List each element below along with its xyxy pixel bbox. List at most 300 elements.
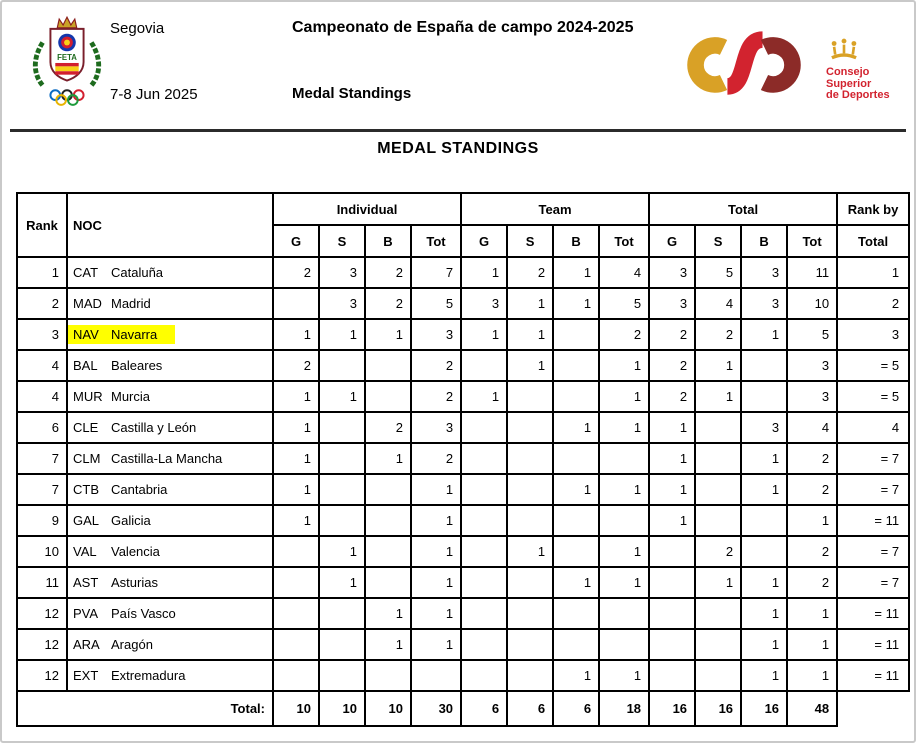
total-g-cell: 3 <box>649 257 695 288</box>
rank-by-cell: 3 <box>837 319 909 350</box>
ind-b-cell: 1 <box>365 443 411 474</box>
total-ind-tot: 30 <box>411 691 461 726</box>
rank-by-cell: = 5 <box>837 381 909 412</box>
noc-text <box>73 449 222 468</box>
rank-by-cell: 4 <box>837 412 909 443</box>
header-team-b: B <box>553 225 599 257</box>
ind-b-cell <box>365 350 411 381</box>
ind-b-cell: 1 <box>365 598 411 629</box>
total-s-cell <box>695 660 741 691</box>
ind-g-cell: 2 <box>273 350 319 381</box>
team-b-cell: 1 <box>553 567 599 598</box>
noc-code: BAL <box>73 358 98 373</box>
team-tot-cell: 1 <box>599 536 649 567</box>
rank-cell: 12 <box>17 598 67 629</box>
total-tot-cell: 5 <box>787 319 837 350</box>
team-b-cell <box>553 629 599 660</box>
total-tot-cell: 1 <box>787 660 837 691</box>
total-row <box>17 691 909 726</box>
ind-s-cell: 1 <box>319 381 365 412</box>
rank-cell: 7 <box>17 443 67 474</box>
rank-cell: 12 <box>17 629 67 660</box>
ind-tot-cell: 1 <box>411 567 461 598</box>
team-b-cell <box>553 598 599 629</box>
total-s-cell: 2 <box>695 319 741 350</box>
ind-s-cell <box>319 350 365 381</box>
table-row <box>17 536 909 567</box>
noc-name: Navarra <box>111 327 158 342</box>
ind-b-cell: 2 <box>365 288 411 319</box>
total-team-s: 6 <box>507 691 553 726</box>
total-b-cell: 1 <box>741 319 787 350</box>
noc-name: Castilla-La Mancha <box>111 451 223 466</box>
team-tot-cell: 1 <box>599 474 649 505</box>
event-date: 7-8 Jun 2025 <box>110 86 198 103</box>
total-s-cell: 2 <box>695 536 741 567</box>
rank-cell: 4 <box>17 381 67 412</box>
team-g-cell <box>461 567 507 598</box>
rank-by-cell: = 11 <box>837 598 909 629</box>
noc-name: Extremadura <box>111 668 186 683</box>
total-g-cell <box>649 567 695 598</box>
team-s-cell <box>507 629 553 660</box>
championship-title: Campeonato de España de campo 2024-2025 <box>292 19 634 36</box>
rank-cell: 1 <box>17 257 67 288</box>
team-tot-cell: 1 <box>599 381 649 412</box>
ind-tot-cell <box>411 660 461 691</box>
team-g-cell: 1 <box>461 381 507 412</box>
total-tot-cell: 2 <box>787 536 837 567</box>
team-b-cell: 1 <box>553 257 599 288</box>
total-b-cell <box>741 505 787 536</box>
ind-tot-cell: 3 <box>411 412 461 443</box>
team-tot-cell <box>599 505 649 536</box>
total-tot-cell: 1 <box>787 598 837 629</box>
ind-g-cell: 1 <box>273 474 319 505</box>
rank-cell: 4 <box>17 350 67 381</box>
ind-tot-cell: 1 <box>411 598 461 629</box>
ind-g-cell: 1 <box>273 412 319 443</box>
team-s-cell <box>507 660 553 691</box>
ind-s-cell: 3 <box>319 288 365 319</box>
ind-s-cell <box>319 505 365 536</box>
team-g-cell <box>461 350 507 381</box>
table-row <box>17 660 909 691</box>
csd-monogram-icon <box>666 24 822 107</box>
ind-tot-cell: 1 <box>411 536 461 567</box>
noc-code: EXT <box>73 668 99 683</box>
header-team-s: S <box>507 225 553 257</box>
table-row <box>17 381 909 412</box>
ind-g-cell: 2 <box>273 257 319 288</box>
header-ind-g: G <box>273 225 319 257</box>
total-b-cell: 1 <box>741 660 787 691</box>
total-s-cell <box>695 443 741 474</box>
total-total-tot: 48 <box>787 691 837 726</box>
ind-s-cell: 1 <box>319 536 365 567</box>
total-g-cell: 3 <box>649 288 695 319</box>
team-tot-cell <box>599 443 649 474</box>
noc-code: CTB <box>73 482 99 497</box>
rank-by-cell: = 7 <box>837 443 909 474</box>
header-rank-by: Rank by <box>837 193 909 225</box>
header-rank: Rank <box>17 193 67 257</box>
total-s-cell <box>695 598 741 629</box>
header-total-g: G <box>649 225 695 257</box>
team-g-cell: 3 <box>461 288 507 319</box>
medal-standings-table <box>16 192 910 727</box>
total-tot-cell: 3 <box>787 381 837 412</box>
total-label: Total: <box>17 691 273 726</box>
team-s-cell: 1 <box>507 536 553 567</box>
team-g-cell <box>461 505 507 536</box>
total-tot-cell: 4 <box>787 412 837 443</box>
header-individual: Individual <box>273 193 461 225</box>
total-s-cell: 1 <box>695 350 741 381</box>
total-s-cell <box>695 412 741 443</box>
noc-name: Asturias <box>111 575 158 590</box>
team-b-cell <box>553 536 599 567</box>
header-ind-tot: Tot <box>411 225 461 257</box>
noc-code: NAV <box>73 327 99 342</box>
rank-cell: 7 <box>17 474 67 505</box>
total-s-cell: 5 <box>695 257 741 288</box>
ind-tot-cell: 1 <box>411 505 461 536</box>
noc-text <box>73 387 150 406</box>
team-b-cell <box>553 319 599 350</box>
total-ind-s: 10 <box>319 691 365 726</box>
team-tot-cell: 2 <box>599 319 649 350</box>
team-s-cell <box>507 567 553 598</box>
noc-text <box>73 511 151 530</box>
ind-tot-cell: 1 <box>411 474 461 505</box>
team-g-cell <box>461 474 507 505</box>
noc-cell <box>67 474 273 505</box>
team-tot-cell: 1 <box>599 567 649 598</box>
header-ind-s: S <box>319 225 365 257</box>
total-total-b: 16 <box>741 691 787 726</box>
rank-cell: 9 <box>17 505 67 536</box>
ind-b-cell <box>365 567 411 598</box>
total-b-cell: 1 <box>741 474 787 505</box>
header-total-s: S <box>695 225 741 257</box>
csd-logo <box>666 24 890 107</box>
team-s-cell: 1 <box>507 288 553 319</box>
team-b-cell <box>553 350 599 381</box>
ind-g-cell: 1 <box>273 443 319 474</box>
header-ind-b: B <box>365 225 411 257</box>
total-b-cell: 3 <box>741 412 787 443</box>
header-team-tot: Tot <box>599 225 649 257</box>
total-b-cell: 1 <box>741 567 787 598</box>
noc-cell <box>67 629 273 660</box>
noc-name: Baleares <box>111 358 163 373</box>
table-row <box>17 412 909 443</box>
rank-by-cell: = 11 <box>837 505 909 536</box>
noc-text <box>73 418 196 437</box>
total-s-cell: 4 <box>695 288 741 319</box>
noc-text <box>73 263 163 282</box>
total-s-cell <box>695 505 741 536</box>
table-row <box>17 505 909 536</box>
team-g-cell: 1 <box>461 319 507 350</box>
ind-g-cell <box>273 598 319 629</box>
event-location: Segovia <box>110 20 165 37</box>
team-g-cell <box>461 629 507 660</box>
total-b-cell <box>741 536 787 567</box>
noc-cell <box>67 381 273 412</box>
table-row <box>17 474 909 505</box>
noc-cell <box>67 598 273 629</box>
team-s-cell: 2 <box>507 257 553 288</box>
noc-text <box>73 294 151 313</box>
team-tot-cell: 4 <box>599 257 649 288</box>
noc-cell <box>67 350 273 381</box>
ind-b-cell: 2 <box>365 412 411 443</box>
ind-s-cell <box>319 629 365 660</box>
noc-cell <box>67 257 273 288</box>
noc-name: Galicia <box>111 513 151 528</box>
noc-code: AST <box>73 575 99 590</box>
team-tot-cell: 1 <box>599 350 649 381</box>
team-s-cell <box>507 505 553 536</box>
total-g-cell: 1 <box>649 474 695 505</box>
empty-corner-cell <box>837 691 909 726</box>
noc-code: GAL <box>73 513 100 528</box>
total-b-cell: 1 <box>741 443 787 474</box>
total-b-cell: 1 <box>741 629 787 660</box>
total-team-b: 6 <box>553 691 599 726</box>
total-tot-cell: 2 <box>787 443 837 474</box>
noc-name: Cantabria <box>111 482 168 497</box>
ind-tot-cell: 1 <box>411 629 461 660</box>
noc-text <box>73 542 160 561</box>
noc-text <box>73 666 185 685</box>
noc-cell <box>67 505 273 536</box>
noc-code: CLM <box>73 451 101 466</box>
noc-text <box>73 635 153 654</box>
total-ind-b: 10 <box>365 691 411 726</box>
ind-g-cell: 1 <box>273 505 319 536</box>
ind-tot-cell: 3 <box>411 319 461 350</box>
ind-s-cell <box>319 443 365 474</box>
total-tot-cell: 11 <box>787 257 837 288</box>
ind-s-cell: 1 <box>319 567 365 598</box>
table-row <box>17 288 909 319</box>
team-b-cell <box>553 505 599 536</box>
total-g-cell <box>649 598 695 629</box>
ind-g-cell <box>273 660 319 691</box>
header-divider <box>10 129 906 132</box>
noc-name: Murcia <box>111 389 151 404</box>
header-team: Team <box>461 193 649 225</box>
noc-cell <box>67 319 273 350</box>
team-s-cell: 1 <box>507 350 553 381</box>
report-subtitle: Medal Standings <box>292 85 412 102</box>
total-total-s: 16 <box>695 691 741 726</box>
table-row <box>17 319 909 350</box>
total-s-cell: 1 <box>695 381 741 412</box>
rank-cell: 3 <box>17 319 67 350</box>
team-tot-cell: 5 <box>599 288 649 319</box>
ind-s-cell <box>319 660 365 691</box>
noc-name: Madrid <box>111 296 151 311</box>
noc-cell <box>67 660 273 691</box>
noc-name: Cataluña <box>111 265 164 280</box>
ind-b-cell <box>365 536 411 567</box>
ind-s-cell <box>319 474 365 505</box>
ind-g-cell <box>273 629 319 660</box>
total-g-cell <box>649 660 695 691</box>
rank-cell: 12 <box>17 660 67 691</box>
rank-cell: 11 <box>17 567 67 598</box>
noc-cell <box>67 567 273 598</box>
total-total-g: 16 <box>649 691 695 726</box>
rank-by-cell: 2 <box>837 288 909 319</box>
team-b-cell: 1 <box>553 412 599 443</box>
total-g-cell <box>649 536 695 567</box>
total-tot-cell: 2 <box>787 474 837 505</box>
noc-code: PVA <box>73 606 99 621</box>
team-b-cell: 1 <box>553 660 599 691</box>
team-s-cell <box>507 412 553 443</box>
team-g-cell: 1 <box>461 257 507 288</box>
rank-cell: 2 <box>17 288 67 319</box>
team-b-cell: 1 <box>553 288 599 319</box>
total-g-cell: 2 <box>649 350 695 381</box>
noc-text <box>73 480 167 499</box>
ind-b-cell <box>365 660 411 691</box>
header-team-g: G <box>461 225 507 257</box>
ind-b-cell: 2 <box>365 257 411 288</box>
noc-code: MAD <box>73 296 102 311</box>
rank-by-cell: = 7 <box>837 536 909 567</box>
ind-s-cell <box>319 598 365 629</box>
noc-text <box>68 325 175 344</box>
team-tot-cell: 1 <box>599 660 649 691</box>
total-s-cell: 1 <box>695 567 741 598</box>
header-total-b: B <box>741 225 787 257</box>
table-row <box>17 629 909 660</box>
header-noc: NOC <box>67 193 273 257</box>
ind-b-cell: 1 <box>365 319 411 350</box>
total-g-cell: 1 <box>649 443 695 474</box>
team-tot-cell <box>599 629 649 660</box>
ind-g-cell: 1 <box>273 381 319 412</box>
total-g-cell: 2 <box>649 319 695 350</box>
page-title: MEDAL STANDINGS <box>377 140 539 157</box>
team-s-cell <box>507 443 553 474</box>
noc-code: VAL <box>73 544 97 559</box>
ind-tot-cell: 2 <box>411 350 461 381</box>
noc-name: Aragón <box>111 637 153 652</box>
noc-cell <box>67 412 273 443</box>
ind-g-cell <box>273 536 319 567</box>
noc-cell <box>67 443 273 474</box>
total-b-cell <box>741 350 787 381</box>
rank-by-cell: 1 <box>837 257 909 288</box>
team-b-cell <box>553 381 599 412</box>
noc-cell <box>67 288 273 319</box>
header-total: Total <box>649 193 837 225</box>
ind-b-cell <box>365 505 411 536</box>
rank-cell: 6 <box>17 412 67 443</box>
team-g-cell <box>461 412 507 443</box>
ind-b-cell: 1 <box>365 629 411 660</box>
ind-g-cell <box>273 288 319 319</box>
rank-by-cell: = 7 <box>837 567 909 598</box>
total-ind-g: 10 <box>273 691 319 726</box>
csd-line-2: Superior <box>826 77 872 90</box>
federation-logo-icon <box>28 14 106 115</box>
ind-b-cell <box>365 474 411 505</box>
rank-by-cell: = 11 <box>837 629 909 660</box>
total-s-cell <box>695 474 741 505</box>
svg-text:FETA: FETA <box>57 53 77 63</box>
team-s-cell <box>507 598 553 629</box>
total-b-cell: 3 <box>741 288 787 319</box>
noc-code: CLE <box>73 420 99 435</box>
ind-s-cell: 1 <box>319 319 365 350</box>
total-b-cell <box>741 381 787 412</box>
total-tot-cell: 2 <box>787 567 837 598</box>
total-s-cell <box>695 629 741 660</box>
ind-tot-cell: 2 <box>411 443 461 474</box>
ind-tot-cell: 5 <box>411 288 461 319</box>
noc-text <box>73 604 176 623</box>
noc-name: Valencia <box>111 544 160 559</box>
ind-g-cell <box>273 567 319 598</box>
ind-b-cell <box>365 381 411 412</box>
total-team-tot: 18 <box>599 691 649 726</box>
noc-cell <box>67 536 273 567</box>
table-row <box>17 598 909 629</box>
ind-tot-cell: 2 <box>411 381 461 412</box>
team-g-cell <box>461 598 507 629</box>
total-tot-cell: 10 <box>787 288 837 319</box>
table-row <box>17 567 909 598</box>
csd-line-3: de Deportes <box>826 89 890 101</box>
noc-text <box>73 356 162 375</box>
total-team-g: 6 <box>461 691 507 726</box>
total-g-cell <box>649 629 695 660</box>
total-g-cell: 1 <box>649 505 695 536</box>
table-row <box>17 443 909 474</box>
team-g-cell <box>461 443 507 474</box>
rank-by-cell: = 11 <box>837 660 909 691</box>
ind-tot-cell: 7 <box>411 257 461 288</box>
team-tot-cell: 1 <box>599 412 649 443</box>
team-tot-cell <box>599 598 649 629</box>
table-row <box>17 257 909 288</box>
header-total-tot: Tot <box>787 225 837 257</box>
team-b-cell <box>553 443 599 474</box>
rank-by-cell: = 7 <box>837 474 909 505</box>
ind-s-cell <box>319 412 365 443</box>
noc-name: País Vasco <box>111 606 176 621</box>
ind-g-cell: 1 <box>273 319 319 350</box>
rank-cell: 10 <box>17 536 67 567</box>
ind-s-cell: 3 <box>319 257 365 288</box>
noc-code: CAT <box>73 265 99 280</box>
crown-icon <box>826 47 862 64</box>
csd-line-1: Consejo <box>826 66 870 78</box>
noc-name: Castilla y León <box>111 420 197 435</box>
noc-text <box>73 573 158 592</box>
team-g-cell <box>461 536 507 567</box>
total-tot-cell: 3 <box>787 350 837 381</box>
header-row-groups <box>17 193 909 225</box>
